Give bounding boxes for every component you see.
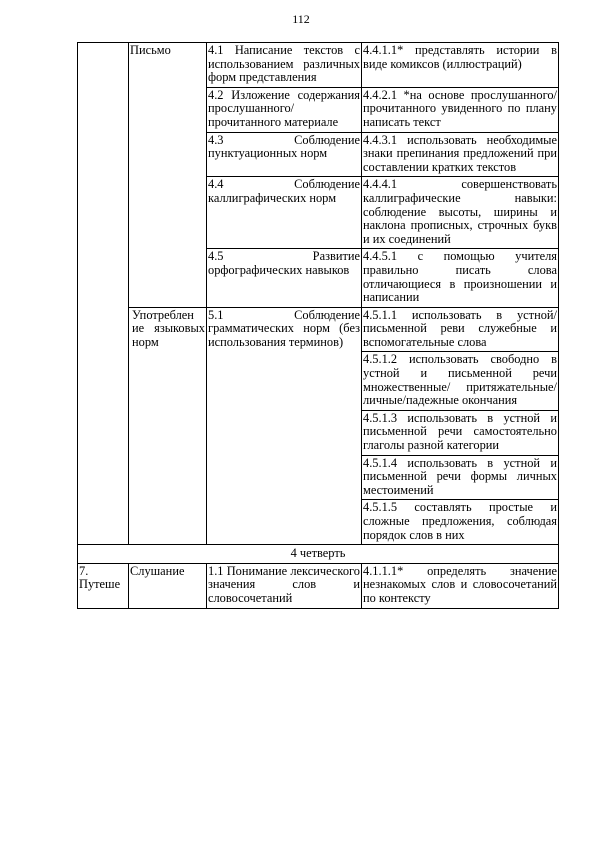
objective-cell: 4.5.1.3 использовать в устной и письменной речи самостоятельно глаголы разной категории — [362, 410, 559, 455]
objective-cell: 4.5.1.5 составлять простые и сложные предложения, соблюдая порядок слов в них — [362, 500, 559, 545]
quarter-row — [78, 545, 559, 564]
objective-cell: 4.4.4.1 совершенствовать каллиграфические навыки: соблюдение высоты, ширины и наклона прописных, строчных букв и их соединений — [362, 177, 559, 249]
table-row — [78, 307, 559, 352]
objective-cell: 4.4.5.1 с помощью учителя правильно писать слова отличающиеся в произношении и написании — [362, 249, 559, 307]
theme-cell-empty — [78, 43, 129, 545]
skill-cell: 4.4 Соблюдение каллиграфических норм — [207, 177, 362, 249]
skill-cell: 4.5 Развитие орфографических навыков — [207, 249, 362, 307]
skill-cell: 5.1 Соблюдение грамматических норм (без использования терминов) — [207, 307, 362, 545]
section-cell: Употреблен ие языковых норм — [129, 307, 207, 545]
skill-cell: 1.1 Понимание лексического значения слов и словосочетаний — [207, 563, 362, 608]
objective-cell: 4.4.3.1 использовать необходимые знаки препинания предложений при составлении кратких текстов — [362, 132, 559, 177]
theme-cell: 7. Путеше — [78, 563, 129, 608]
objective-cell: 4.5.1.4 использовать в устной и письменной речи формы личных местоимений — [362, 455, 559, 500]
page-number: 112 — [292, 12, 310, 26]
objective-cell: 4.4.1.1* представлять истории в виде комиксов (иллюстраций) — [362, 43, 559, 88]
curriculum-table — [77, 42, 559, 609]
section-cell: Письмо — [129, 43, 207, 308]
section-cell: Слушание — [129, 563, 207, 608]
table-row — [78, 563, 559, 608]
table-row — [78, 43, 559, 88]
skill-cell: 4.2 Изложение содержания прослушанного/прочитанного материале — [207, 87, 362, 132]
objective-cell: 4.1.1.1* определять значение незнакомых слов и словосочетаний по контексту — [362, 563, 559, 608]
objective-cell: 4.5.1.2 использовать свободно в устной и письменной речи множественные/ притяжательные/ личные/падежные окончания — [362, 352, 559, 410]
quarter-heading: 4 четверть — [78, 545, 559, 564]
objective-cell: 4.5.1.1 использовать в устной/письменной реви служебные и вспомогательные слова — [362, 307, 559, 352]
skill-cell: 4.3 Соблюдение пунктуационных норм — [207, 132, 362, 177]
objective-cell: 4.4.2.1 *на основе прослушанного/ прочитанного увиденного по плану написать текст — [362, 87, 559, 132]
skill-cell: 4.1 Написание текстов с использованием различных форм представления — [207, 43, 362, 88]
